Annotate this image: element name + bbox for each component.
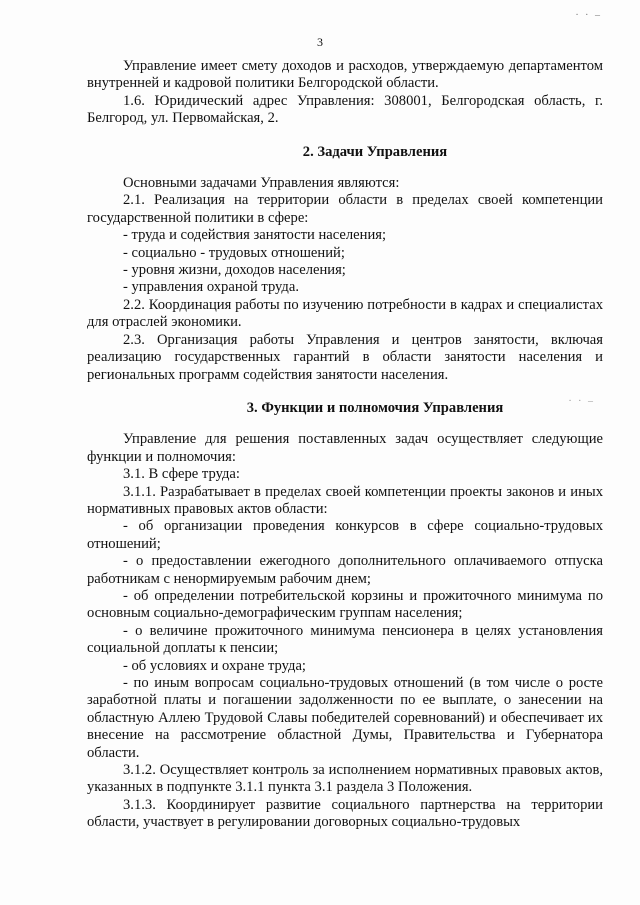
scan-mark-middle: · · – — [568, 396, 595, 407]
paragraph: 2.1. Реализация на территории области в пределах своей компетенции государственной политики в сфере: — [87, 192, 603, 226]
paragraph: 3.1. В сфере труда: — [123, 466, 240, 483]
section-heading: 3. Функции и полномочия Управления — [246, 399, 504, 416]
section-heading: 2. Задачи Управления — [302, 143, 448, 160]
paragraph: 1.6. Юридический адрес Управления: 308001, Белгородская область, г. Белгород, ул. Первомайская, 2. — [87, 92, 603, 127]
list-item: - о величине прожиточного минимума пенсионера в целях установления социальной доплаты к пенсии; — [87, 622, 603, 657]
page-number: 3 — [317, 35, 323, 49]
paragraph: Основными задачами Управления являются: — [123, 175, 400, 192]
document-body — [87, 58, 603, 832]
paragraph: Управление для решения поставленных задач осуществляет следующие функции и полномочия: — [87, 431, 603, 465]
list-item: - труда и содействия занятости населения; — [123, 227, 387, 244]
paragraph: 3.1.3. Координирует развитие социального партнерства на территории области, участвует в регулировании договорных социально-трудовых — [87, 796, 603, 831]
paragraph: 3.1.1. Разрабатывает в пределах своей компетенции проекты законов и иных нормативных правовых актов области: — [87, 483, 603, 517]
list-item: - об организации проведения конкурсов в сфере социально-трудовых отношений; — [87, 518, 603, 552]
paragraph: 2.2. Координация работы по изучению потребности в кадрах и специалистах для отраслей экономики. — [87, 296, 603, 331]
list-item: - уровня жизни, доходов населения; — [123, 262, 346, 279]
list-item: - социально - трудовых отношений; — [123, 244, 345, 261]
list-item: - об условиях и охране труда; — [123, 657, 306, 674]
paragraph: 3.1.2. Осуществляет контроль за исполнением нормативных правовых актов, указанных в подпункте 3.1.1 пункта 3.1 раздела 3 Положения. — [87, 762, 603, 796]
scan-mark-top: · · – — [575, 10, 602, 21]
list-item: - о предоставлении ежегодного дополнительного оплачиваемого отпуска работникам с ненормируемым рабочим днем; — [87, 553, 603, 587]
list-item: - управления охраной труда. — [123, 279, 299, 296]
list-item: - об определении потребительской корзины и прожиточного минимума по основным социально-демографическим группам населения; — [87, 587, 603, 622]
list-item: - по иным вопросам социально-трудовых отношений (в том числе о росте заработной платы и погашении задолженности по ее выплате, о занесении на областную Аллею Трудовой Славы победителей соревнований) и обеспечивает их внесение на рассмотрение областной Думы, Правительства и Губернатора области. — [87, 675, 603, 761]
paragraph: 2.3. Организация работы Управления и центров занятости, включая реализацию государственных гарантий в области занятости населения и региональных программ содействия занятости населения. — [87, 331, 603, 383]
paragraph: Управление имеет смету доходов и расходов, утверждаемую департаментом внутренней и кадровой политики Белгородской области. — [87, 58, 603, 92]
